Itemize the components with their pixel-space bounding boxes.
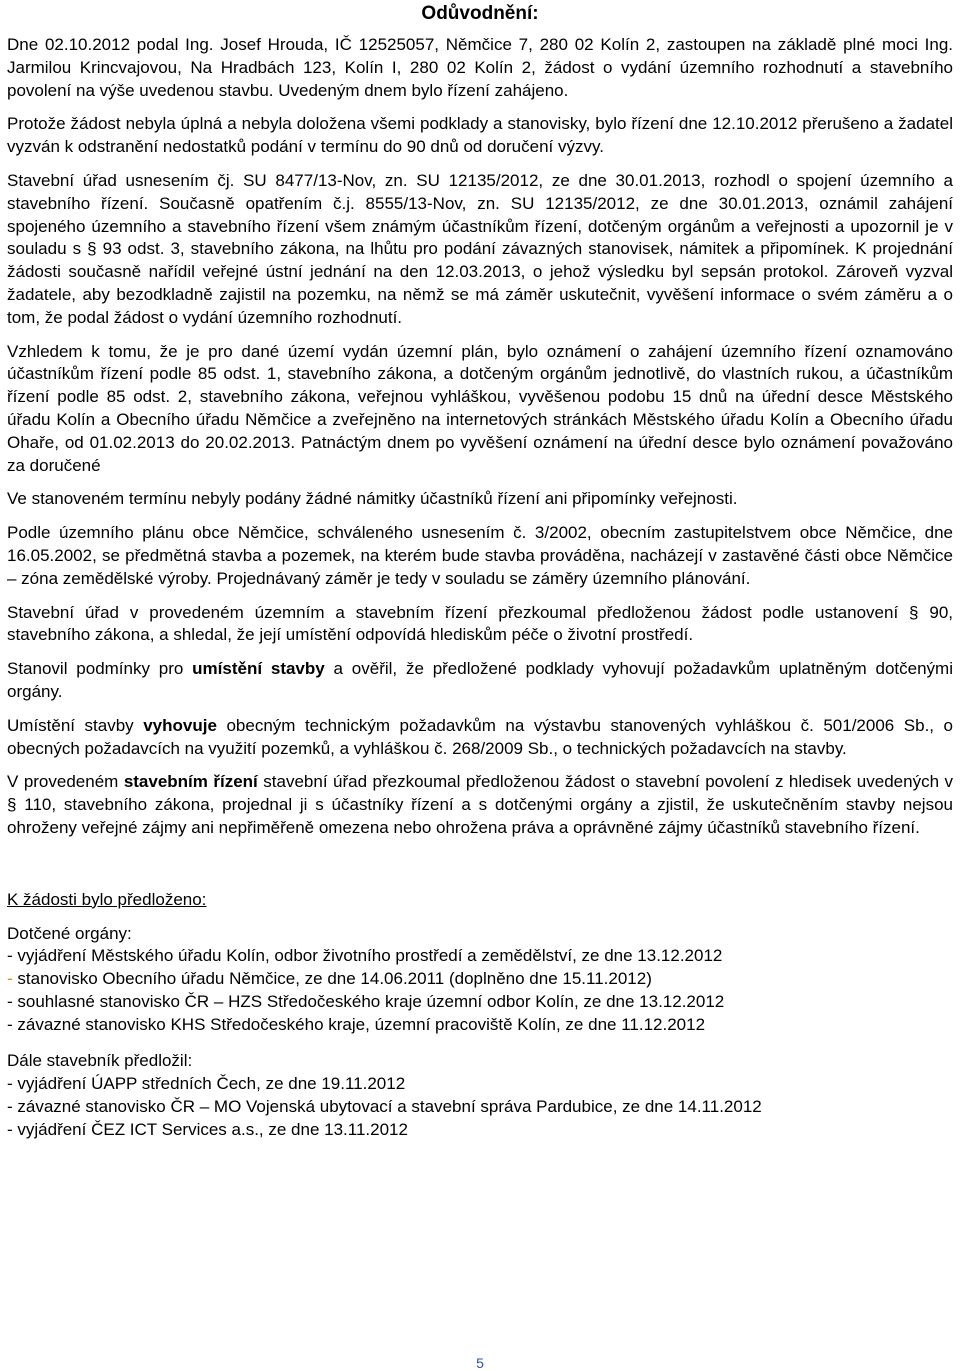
paragraph-application: Dne 02.10.2012 podal Ing. Josef Hrouda, IČ 12525057, Němčice 7, 280 02 Kolín 2, zastoupen na základě plné moci Ing. Jarmilou Krincvajovou, Na Hradbách 123, Kolín I, 280 02 Kolín 2, žádost o vydání územního rozhodnutí a stavebního povolení na výše uvedenou stavbu. Uvedeným dnem bylo řízení zahájeno.: [7, 35, 953, 100]
paragraph-notification: Vzhledem k tomu, že je pro dané území vydán územní plán, bylo oznámení o zahájení územního řízení oznamováno účastníkům řízení podle 85 odst. 1, stavebního zákona, a dotčeným orgánům jednotlivě, do vlastních rukou, a účastníkům řízení podle 85 odst. 2, stavebního zákona, veřejnou vyhláškou, vyvěšenou podobu 15 dnů na úřední desce Městského úřadu Kolín a Obecního úřadu Němčice a zveřejněno na internetových stránkách Městského úřadu Kolín a Obecního úřadu Ohaře, od 01.02.2013 do 20.02.2013. Patnáctým dnem po vyvěšení oznámení na úřední desce bylo oznámení považováno za doručené: [7, 341, 953, 475]
bold-building-proceedings: stavebním řízení: [123, 772, 258, 792]
paragraph-compliance: Umístění stavby vyhovuje obecným technickým požadavkům na výstavbu stanovených vyhláškou č. 501/2006 Sb., o obecných požadavcích na využití pozemků, a vyhláškou č. 268/2009 Sb., o technických požadavcích na stavby.: [7, 715, 953, 758]
list-item: - vyjádření ÚAPP středních Čech, ze dne 19.11.2012: [7, 1074, 406, 1094]
paragraph-no-objections: Ve stanoveném termínu nebyly podány žádné námitky účastníků řízení ani připomínky veřejnosti.: [7, 489, 738, 509]
builder-list: [7, 1050, 953, 1141]
page-number: 5: [476, 1355, 484, 1371]
paragraph-interruption: Protože žádost nebyla úplná a nebyla doložena všemi podklady a stanovisky, bylo řízení dne 12.10.2012 přerušeno a žadatel vyzván k odstranění nedostatků podání v termínu do 90 dnů od doručení výzvy.: [7, 114, 953, 157]
list-item: - souhlasné stanovisko ČR – HZS Středočeského kraje územní odbor Kolín, ze dne 13.12.2012: [7, 991, 725, 1011]
list-item: - vyjádření Městského úřadu Kolín, odbor životního prostředí a zemědělství, ze dne 13.12.2012: [7, 946, 723, 966]
document-body: [7, 34, 953, 1156]
bold-placement: umístění stavby: [192, 659, 325, 679]
list-item: - závazné stanovisko ČR – MO Vojenská ubytovací a stavební správa Pardubice, ze dne 14.11.2012: [7, 1097, 762, 1117]
paragraph-building-proceedings: V provedeném stavebním řízení stavební úřad přezkoumal předloženou žádost o stavební povolení z hledisek uvedených v § 110, stavebního zákona, projednal ji s účastníky řízení a s dotčenými orgány a zjistil, že uskutečněním stavby nejsou ohroženy veřejné zájmy ani nepřiměřeně omezena nebo ohrožena práva a oprávněné zájmy účastníků stavebního řízení.: [7, 772, 954, 837]
submitted-heading: K žádosti bylo předloženo:: [7, 889, 207, 909]
bold-complies: vyhovuje: [143, 715, 217, 735]
list-item: - vyjádření ČEZ ICT Services a.s., ze dne 13.11.2012: [7, 1119, 408, 1139]
paragraph-joint-proceedings: Stavební úřad usnesením čj. SU 8477/13-Nov, zn. SU 12135/2012, ze dne 30.01.2013, rozhodl o spojení územního a stavebního řízení. Současně opatřením č.j. 8555/13-Nov, zn. SU 12135/2012, ze dne 30.01.2013, oznámil zahájení spojeného územního a stavebního řízení všem známým účastníkům řízení, dotčeným orgánům a veřejnosti a upozornil je v souladu s § 93 odst. 3, stavebního zákona, na lhůtu pro podání závazných stanovisek, námitek a připomínek. K projednání žádosti současně nařídil veřejné ústní jednání na den 12.03.2013, o jehož výsledku byl sepsán protokol. Zároveň vyzval žadatele, aby bezodkladně zajistil na pozemku, na němž se má záměr uskutečnit, vyvěšení informace o svém záměru a o tom, že podal žádost o vydání územního rozhodnutí.: [7, 170, 953, 327]
organs-heading: Dotčené orgány:: [7, 923, 132, 943]
list-item: - stanovisko Obecního úřadu Němčice, ze dne 14.06.2011 (doplněno dne 15.11.2012): [7, 969, 652, 989]
paragraph-placement-conditions: Stanovil podmínky pro umístění stavby a ověřil, že předložené podklady vyhovují požadavkům uplatněným dotčenými orgány.: [7, 659, 953, 701]
list-item: - závazné stanovisko KHS Středočeského kraje, územní pracoviště Kolín, ze dne 11.12.2012: [7, 1014, 706, 1034]
paragraph-review: Stavební úřad v provedeném územním a stavebním řízení přezkoumal předloženou žádost podle ustanovení § 90, stavebního zákona, a shledal, že její umístění odpovídá hlediskům péče o životní prostředí.: [7, 602, 953, 645]
section-heading: Odůvodnění:: [421, 3, 539, 24]
organs-list: [7, 923, 953, 1037]
builder-heading: Dále stavebník předložil:: [7, 1051, 193, 1071]
paragraph-zoning-plan: Podle územního plánu obce Němčice, schváleného usnesením č. 3/2002, obecním zastupitelstvem obce Němčice, dne 16.05.2002, se předmětná stavba a pozemek, na kterém bude stavba prováděna, nacházejí v zastavěné části obce Němčice – zóna zemědělské výroby. Projednávaný záměr je tedy v souladu se záměry územního plánování.: [7, 523, 953, 588]
